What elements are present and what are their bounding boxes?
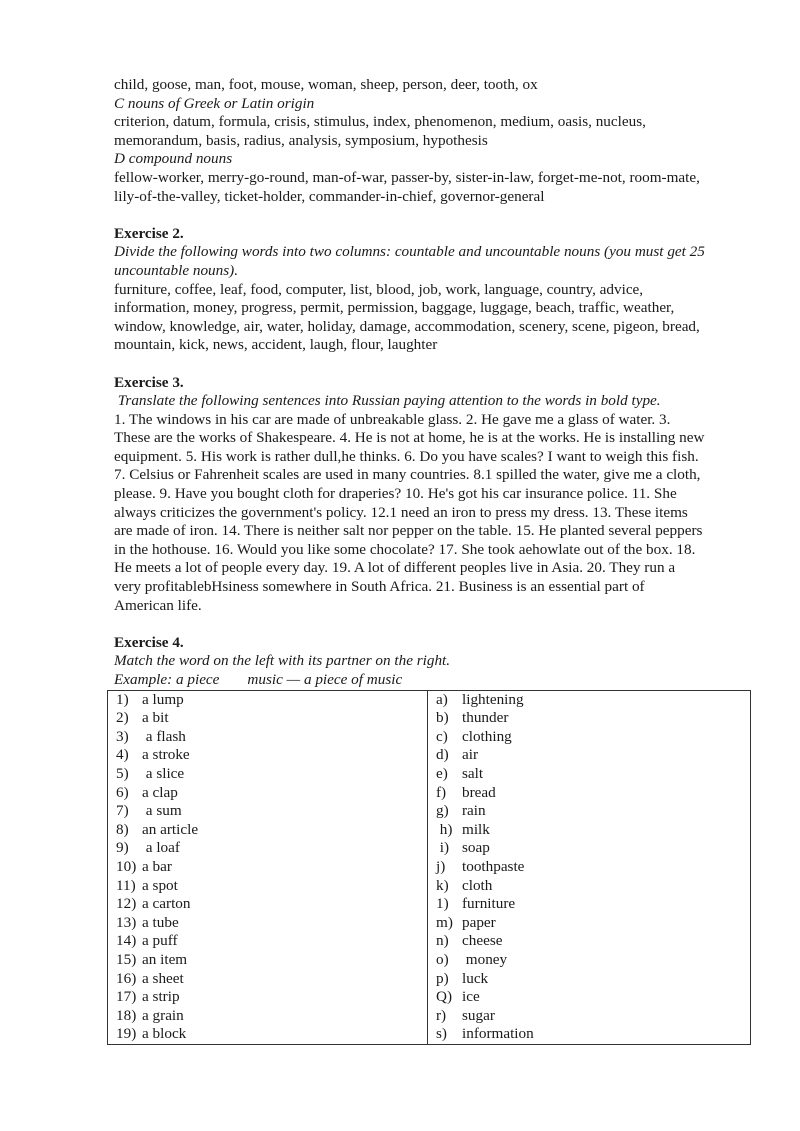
left-number: 1) (116, 690, 129, 708)
left-word: a lump (142, 690, 184, 708)
left-cell (108, 839, 428, 858)
right-letter: p) (436, 969, 449, 987)
left-number: 11) (116, 876, 136, 894)
left-word: a stroke (142, 746, 190, 764)
right-cell (428, 839, 751, 858)
table-row (108, 914, 751, 933)
left-word: a bar (142, 857, 172, 875)
exercise-3-line: 1. The windows in his car are made of unbreakable glass. 2. He gave me a glass of water. 3. (114, 410, 671, 428)
left-cell (108, 728, 428, 747)
exercise-3-line: 7. Celsius or Fahrenheit scales are used in many countries. 8.1 spilled the water, give me a cloth, (114, 466, 701, 484)
right-letter: o) (436, 950, 449, 968)
left-number: 15) (116, 950, 137, 968)
table-row (108, 951, 751, 970)
table-row (108, 802, 751, 821)
left-word: a block (142, 1025, 187, 1043)
example-left: Example: a piece (114, 671, 220, 688)
right-word: information (462, 1025, 534, 1043)
table-row (108, 821, 751, 840)
table-row (108, 970, 751, 989)
table-row (108, 784, 751, 803)
right-cell (428, 746, 751, 765)
right-word: rain (462, 802, 486, 820)
example-right: music — a piece of music (247, 671, 403, 688)
right-letter: i) (436, 839, 450, 857)
exercise-4-example (114, 671, 754, 690)
left-cell (108, 821, 428, 840)
right-letter: r) (436, 1006, 447, 1024)
right-letter: n) (436, 932, 449, 950)
right-letter: b) (436, 709, 449, 727)
left-number: 3) (116, 727, 129, 745)
left-number: 4) (116, 746, 129, 764)
right-letter: j) (436, 857, 446, 875)
table-row (108, 858, 751, 877)
right-cell (428, 932, 751, 951)
left-word: a strip (142, 988, 180, 1006)
right-word: sugar (462, 1006, 495, 1024)
left-word: a tube (142, 913, 179, 931)
exercise-3-line: in the hothouse. 16. Would you like some chocolate? 17. She took aehowlate out of the box. 18. (114, 540, 696, 558)
right-letter: a) (436, 690, 448, 708)
left-word: a loaf (142, 839, 180, 857)
table-row (108, 728, 751, 747)
left-cell (108, 951, 428, 970)
right-word: paper (462, 913, 496, 931)
left-number: 17) (116, 988, 137, 1006)
left-number: 9) (116, 839, 129, 857)
table-row (108, 839, 751, 858)
left-word: a carton (142, 895, 191, 913)
right-cell (428, 821, 751, 840)
left-cell (108, 895, 428, 914)
right-word: cloth (462, 876, 493, 894)
right-word: soap (462, 839, 490, 857)
exercise-2-words: mountain, kick, news, accident, laugh, flour, laughter (114, 336, 438, 354)
table-row (108, 877, 751, 896)
section-heading-c: C nouns of Greek or Latin origin (114, 94, 315, 112)
right-cell (428, 709, 751, 728)
right-letter: m) (436, 913, 453, 931)
right-cell (428, 858, 751, 877)
exercise-2-words: information, money, progress, permit, permission, baggage, luggage, beach, traffic, weather, (114, 299, 675, 317)
exercise-3-line: American life. (114, 596, 202, 614)
left-number: 10) (116, 857, 137, 875)
left-word: a sum (142, 802, 182, 820)
table-row (108, 765, 751, 784)
right-cell (428, 690, 751, 709)
table-row (108, 746, 751, 765)
right-word: toothpaste (462, 857, 525, 875)
exercise-3-instruction: Translate the following sentences into Russian paying attention to the words in bold type. (114, 392, 661, 410)
right-cell (428, 728, 751, 747)
right-cell (428, 1007, 751, 1026)
right-letter: d) (436, 746, 449, 764)
left-word: a puff (142, 932, 178, 950)
exercise-3-line: please. 9. Have you bought cloth for draperies? 10. He's got his car insurance police. 11. She (114, 485, 677, 503)
right-letter: e) (436, 764, 448, 782)
left-word: a bit (142, 709, 169, 727)
right-letter: s) (436, 1025, 447, 1043)
left-cell (108, 970, 428, 989)
left-number: 12) (116, 895, 137, 913)
left-cell (108, 914, 428, 933)
right-cell (428, 951, 751, 970)
left-word: a sheet (142, 969, 184, 987)
left-cell (108, 1007, 428, 1026)
right-letter: 1) (436, 895, 449, 913)
exercise-3-line: always criticizes the government's policy. 12.1 need an iron to press my dress. 13. These items (114, 503, 688, 521)
exercise-3-line: are made of iron. 14. There is neither salt nor pepper on the table. 15. He planted several peppers (114, 522, 703, 540)
right-word: ice (462, 988, 480, 1006)
exercise-4-title: Exercise 4. (114, 633, 184, 651)
right-word: furniture (462, 895, 516, 913)
document-page (114, 76, 754, 1045)
right-letter: c) (436, 727, 448, 745)
exercise-3-line: He meets a lot of people every day. 19. A lot of different peoples live in Asia. 20. They run a (114, 559, 676, 577)
left-cell (108, 746, 428, 765)
right-cell (428, 1025, 751, 1044)
intro-line: criterion, datum, formula, crisis, stimulus, index, phenomenon, medium, oasis, nucleus, (114, 113, 646, 131)
left-number: 8) (116, 820, 129, 838)
left-word: a grain (142, 1006, 184, 1024)
left-word: a slice (142, 764, 185, 782)
intro-line: memorandum, basis, radius, analysis, symposium, hypothesis (114, 131, 488, 149)
right-letter: f) (436, 783, 447, 801)
table-row (108, 988, 751, 1007)
intro-line: lily-of-the-valley, ticket-holder, commander-in-chief, governor-general (114, 187, 545, 205)
right-cell (428, 988, 751, 1007)
table-row (108, 709, 751, 728)
left-cell (108, 988, 428, 1007)
exercise-4-instruction: Match the word on the left with its partner on the right. (114, 652, 451, 670)
exercise-3-line: These are the works of Shakespeare. 4. He is not at home, he is at the works. He is installing new (114, 429, 705, 447)
right-letter: g) (436, 802, 449, 820)
right-word: milk (462, 820, 490, 838)
exercise-2-words: furniture, coffee, leaf, food, computer, list, blood, job, work, language, country, advice, (114, 280, 644, 298)
left-number: 19) (116, 1025, 137, 1043)
right-cell (428, 877, 751, 896)
exercise-3-sentences (114, 411, 754, 616)
left-number: 13) (116, 913, 137, 931)
left-word: a clap (142, 783, 178, 801)
exercise-3-title: Exercise 3. (114, 373, 184, 391)
left-number: 7) (116, 802, 129, 820)
left-number: 14) (116, 932, 137, 950)
right-cell (428, 914, 751, 933)
right-word: salt (462, 764, 484, 782)
left-number: 6) (116, 783, 129, 801)
right-cell (428, 970, 751, 989)
right-word: cheese (462, 932, 503, 950)
right-word: thunder (462, 709, 509, 727)
left-cell (108, 802, 428, 821)
right-word: clothing (462, 727, 512, 745)
right-letter: Q) (436, 988, 453, 1006)
table-row (108, 690, 751, 709)
left-cell (108, 858, 428, 877)
left-cell (108, 1025, 428, 1044)
exercise-3-line: very profitablebHsiness somewhere in South Africa. 21. Business is an essential part of (114, 578, 645, 596)
right-word: money (462, 950, 508, 968)
right-word: lightening (462, 690, 524, 708)
match-table (107, 690, 751, 1045)
left-cell (108, 709, 428, 728)
table-row (108, 1025, 751, 1044)
left-cell (108, 784, 428, 803)
right-letter: k) (436, 876, 449, 894)
left-word: a spot (142, 876, 178, 894)
exercise-2-words: window, knowledge, air, water, holiday, damage, accommodation, scenery, scene, pigeon, bread, (114, 317, 700, 335)
left-number: 18) (116, 1006, 137, 1024)
left-number: 2) (116, 709, 129, 727)
left-cell (108, 765, 428, 784)
right-word: bread (462, 783, 496, 801)
left-cell (108, 690, 428, 709)
intro-line: fellow-worker, merry-go-round, man-of-war, passer-by, sister-in-law, forget-me-not, room-mate, (114, 168, 700, 186)
right-letter: h) (436, 820, 453, 838)
left-word: an item (142, 950, 188, 968)
exercise-2-instruction: Divide the following words into two columns: countable and uncountable nouns (you must get 25 (114, 243, 705, 261)
table-row (108, 895, 751, 914)
exercise-2-title: Exercise 2. (114, 224, 184, 242)
left-word: a flash (142, 727, 186, 745)
left-cell (108, 932, 428, 951)
exercise-3-line: equipment. 5. His work is rather dull,he thinks. 6. Do you have scales? I want to weigh this fish. (114, 447, 699, 465)
section-heading-d: D compound nouns (114, 150, 233, 168)
exercise-2-instruction: uncountable nouns). (114, 261, 239, 279)
right-word: luck (462, 969, 489, 987)
right-cell (428, 784, 751, 803)
intro-line: child, goose, man, foot, mouse, woman, sheep, person, deer, tooth, ox (114, 76, 538, 93)
left-cell (108, 877, 428, 896)
left-number: 16) (116, 969, 137, 987)
right-cell (428, 895, 751, 914)
right-word: air (462, 746, 479, 764)
right-cell (428, 802, 751, 821)
left-number: 5) (116, 764, 129, 782)
table-row (108, 932, 751, 951)
right-cell (428, 765, 751, 784)
table-row (108, 1007, 751, 1026)
left-word: an article (142, 820, 199, 838)
